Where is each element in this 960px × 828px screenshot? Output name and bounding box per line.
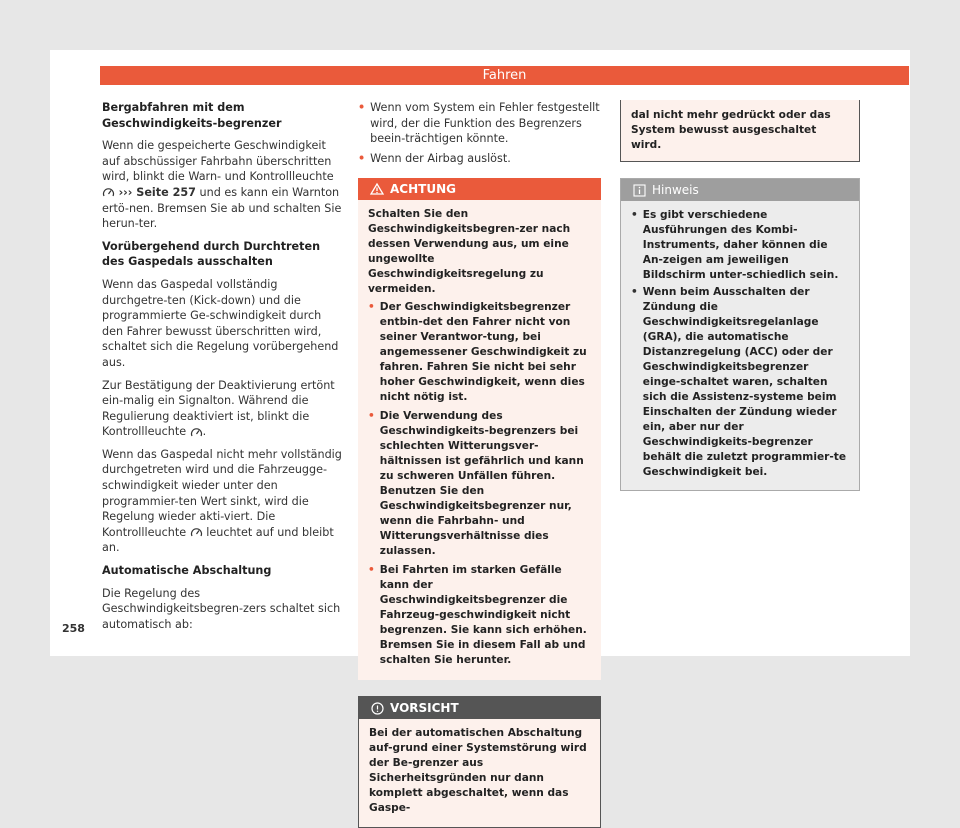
list-item: • Es gibt verschiedene Ausführungen des Kombi-Instruments, daher können die An-zeigen am jeweiligen Bildschirm unter-schiedlich sein. xyxy=(631,209,839,281)
caution-box xyxy=(358,696,601,828)
warning-header: ACHTUNG xyxy=(358,178,601,200)
bullet-icon: • xyxy=(631,286,638,298)
speedometer-icon xyxy=(190,427,203,438)
speedometer-icon xyxy=(102,187,115,198)
heading-auto-off: Automatische Abschaltung xyxy=(102,564,272,578)
bullet-icon: • xyxy=(631,209,638,221)
hint-header: Hinweis xyxy=(621,179,859,201)
hint-box xyxy=(620,178,860,491)
bullet-icon: • xyxy=(368,301,375,314)
list-item: • Wenn der Airbag auslöst. xyxy=(358,151,511,165)
bullet-icon: • xyxy=(368,410,375,423)
hint-body xyxy=(621,201,859,490)
page xyxy=(50,50,910,815)
list-item: • Der Geschwindigkeitsbegrenzer entbin-det den Fahrer nicht von seiner Verantwor-tung, bei angemessener Geschwindigkeit zu fahren. Fahren Sie nicht bei sehr hoher Geschwindigkeit, wenn dies nicht nötig ist. xyxy=(368,301,587,404)
caution-header: VORSICHT xyxy=(359,697,600,719)
column-right xyxy=(620,100,860,491)
list-item: • Die Verwendung des Geschwindigkeits-begrenzers bei schlechten Witterungsver-hältnissen ist gefährlich und kann zu schweren Unfällen führen. Benutzen Sie den Geschwindigkeitsbegrenzer nur, wenn die Fahrbahn- und Witterungsverhältnisse dies zulassen. xyxy=(368,410,584,558)
page-link[interactable]: ››› Seite 257 xyxy=(118,185,196,199)
column-left xyxy=(102,100,342,639)
bullet-icon: • xyxy=(358,151,366,165)
warning-body: Schalten Sie den Geschwindigkeitsbegren-zer nach dessen Verwendung aus, um eine ungewollte Geschwindigkeitsregelung zu vermeiden. • Der Geschwindigkeitsbegrenzer entbin-det den Fahrer nicht von seiner Verantwor-tung, bei angemessener Geschwindigkeit zu fahren. Fahren Sie nicht bei sehr hoher Geschwindigkeit, wenn dies nicht nötig ist. • Die Verwendung des Geschwindigkeits-begrenzers bei schlechten Witterungsver-hältnissen ist gefährlich und kann zu schweren Unfällen führen. Benutzen Sie den Geschwindigkeitsbegrenzer nur, wenn die Fahrbahn- und Witterungsverhältnisse dies zulassen. • Bei Fahrten im starken Gefälle kann der Geschwindigkeitsbegrenzer die Fahrzeug-geschwindigkeit nicht begrenzen. Sie kann sich erhöhen. Bremsen Sie in diesem Fall ab und schalten Sie herunter. xyxy=(358,200,601,680)
page-number: 258 xyxy=(62,622,85,635)
paragraph-auto-off: Die Regelung des Geschwindigkeitsbegren-zers schaltet sich automatisch ab: xyxy=(102,586,341,631)
list-item: • Wenn beim Ausschalten der Zündung die Geschwindigkeitsregelanlage (GRA), die automatische Distanzregelung (ACC) oder der Geschwindigkeitsbegrenzer einge-schaltet waren, schalten sich die Assistenz-systeme beim Einschalten der Zündung wieder ein, aber nur der Geschwindigkeits-begrenzer behält die zuletzt programmier-te Geschwindigkeit bei. xyxy=(631,286,847,478)
paragraph-signal: Zur Bestätigung der Deaktivierung ertönt ein-malig ein Signalton. Während die Regulierung deaktiviert ist, blinkt die Kontrollleuchte . xyxy=(102,378,335,439)
list-item: • Bei Fahrten im starken Gefälle kann der Geschwindigkeitsbegrenzer die Fahrzeug-geschwindigkeit nicht begrenzen. Sie kann sich erhöhen. Bremsen Sie in diesem Fall ab und schalten Sie herunter. xyxy=(368,564,587,667)
paragraph-kickdown: Wenn das Gaspedal vollständig durchgetre-ten (Kick-down) und die programmierte Ge-schwindigkeit durch den Fahrer bewusst überschritten wird, schaltet sich die Regelung vorübergehend aus. xyxy=(102,277,339,369)
paragraph-reactivate: Wenn das Gaspedal nicht mehr vollständig durchgetreten wird und die Fahrzeugge-schwindigkeit wieder unter den programmier-ten Wert sinkt, wird die Regelung wieder akti-viert. Die Kontrollleuchte leuchtet auf und bleibt an. xyxy=(102,447,342,555)
info-circle-icon xyxy=(371,702,384,715)
warning-triangle-icon xyxy=(370,183,384,195)
speedometer-icon xyxy=(190,527,203,538)
column-middle xyxy=(358,100,601,828)
paragraph-downhill: Wenn die gespeicherte Geschwindigkeit auf abschüssiger Fahrbahn überschritten wird, blinkt die Warn- und Kontrollleuchte ››› Seite 257 und es kann ein Warnton ertö-nen. Bremsen Sie ab und schalten Sie herun-ter. xyxy=(102,139,342,231)
heading-kickdown: Vorübergehend durch Durchtreten des Gaspedals ausschalten xyxy=(102,239,321,269)
info-icon xyxy=(633,184,646,197)
page-header: Fahren xyxy=(100,66,909,85)
warning-box xyxy=(358,178,601,680)
heading-downhill: Bergabfahren mit dem Geschwindigkeits-begrenzer xyxy=(102,101,282,130)
list-item: • Wenn vom System ein Fehler festgestellt wird, der die Funktion des Begrenzers beein-trächtigen könnte. xyxy=(358,101,600,146)
caution-continued-box: dal nicht mehr gedrückt oder das System bewusst ausgeschaltet wird. xyxy=(620,100,860,162)
bullet-icon: • xyxy=(358,101,366,114)
caution-body: Bei der automatischen Abschaltung auf-grund einer Systemstörung wird der Be-grenzer aus Sicherheitsgründen nur dann komplett abgeschaltet, wenn das Gaspe- xyxy=(369,727,587,815)
bullet-icon: • xyxy=(368,564,375,577)
